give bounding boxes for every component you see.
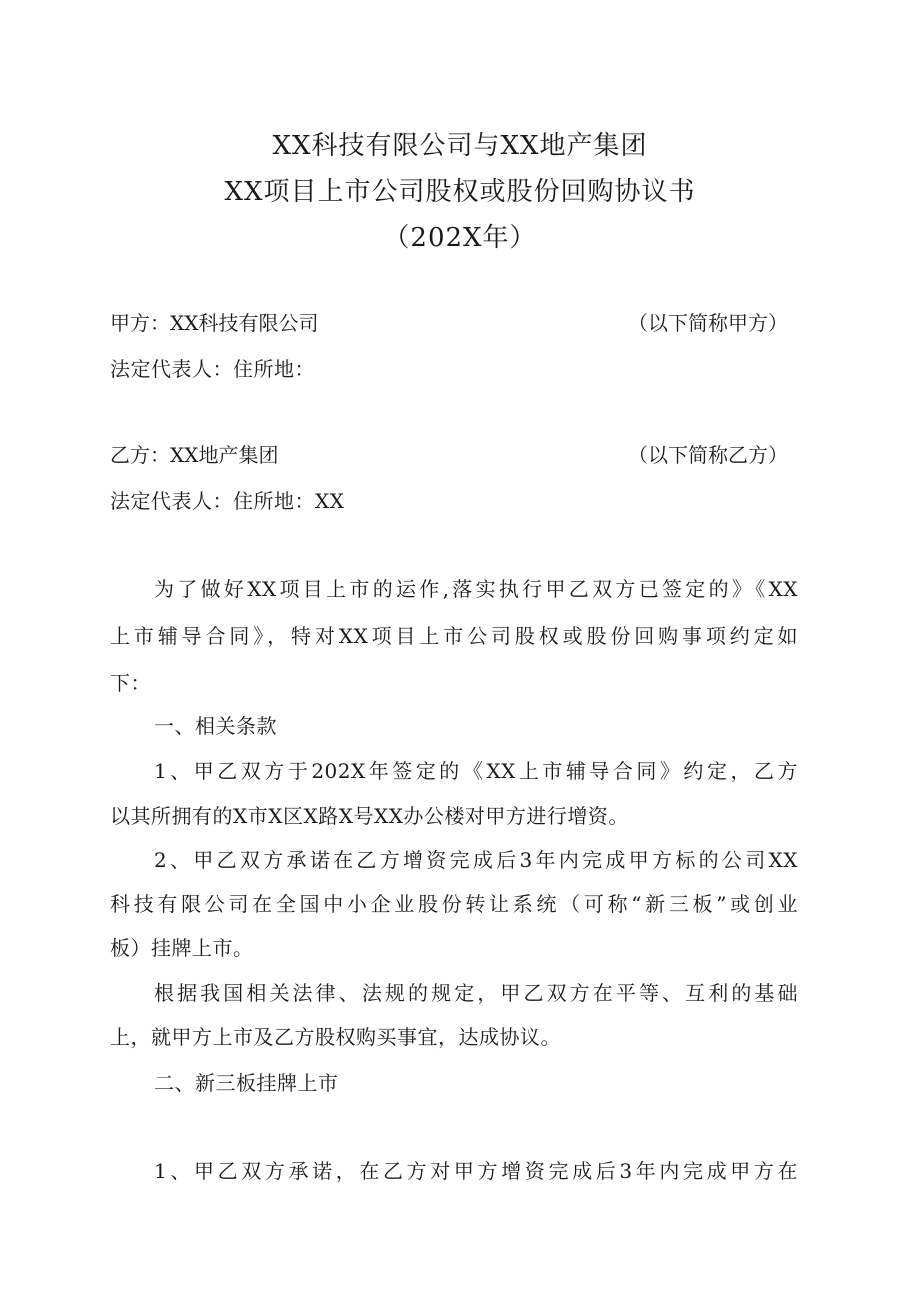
section-1-heading: 一、相关条款 [154, 714, 277, 738]
party-a-representative: 法定代表人：住所地： [110, 357, 315, 381]
party-b-name: 乙方：XX地产集团 [110, 443, 279, 467]
party-b-representative: 法定代表人：住所地：XX [110, 489, 345, 513]
clause-1-1-line-1: 1、甲乙双方于202X年签定的《XX上市辅导合同》约定，乙方 [154, 759, 798, 783]
title-line-1: XX科技有限公司与XX地产集团 [272, 131, 648, 161]
intro-line-3: 下： [110, 671, 151, 695]
basis-line-2: 上，就甲方上市及乙方股权购买事宜，达成协议。 [110, 1025, 561, 1049]
basis-line-1: 根据我国相关法律、法规的规定，甲乙双方在平等、互利的基础 [154, 981, 798, 1005]
intro-line-1: 为了做好XX项目上市的运作,落实执行甲乙双方已签定的》《XX [154, 577, 798, 601]
clause-2-1-line-1: 1、甲乙双方承诺，在乙方对甲方增资完成后3年内完成甲方在 [154, 1159, 798, 1183]
clause-1-2-line-1: 2、甲乙双方承诺在乙方增资完成后3年内完成甲方标的公司XX [154, 848, 798, 872]
party-b-abbreviation: （以下简称乙方） [628, 443, 788, 467]
section-2-heading: 二、新三板挂牌上市 [154, 1071, 339, 1095]
document-title [0, 123, 920, 261]
title-line-2: XX项目上市公司股权或股份回购协议书 [224, 177, 696, 207]
party-a-name: 甲方：XX科技有限公司 [110, 311, 319, 335]
clause-1-2-line-3: 板）挂牌上市。 [110, 936, 254, 960]
clause-1-1-line-2: 以其所拥有的X市X区X路X号XX办公楼对甲方进行增资。 [110, 804, 629, 828]
clause-1-2-line-2: 科技有限公司在全国中小企业股份转让系统（可称“新三板”或创业 [110, 892, 798, 916]
party-b-row [110, 435, 800, 475]
title-line-3: （202X年） [383, 223, 537, 253]
party-a-abbreviation: （以下简称甲方） [628, 311, 788, 335]
party-a-row [110, 303, 800, 343]
intro-line-2: 上市辅导合同》，特对XX项目上市公司股权或股份回购事项约定如 [110, 624, 798, 648]
